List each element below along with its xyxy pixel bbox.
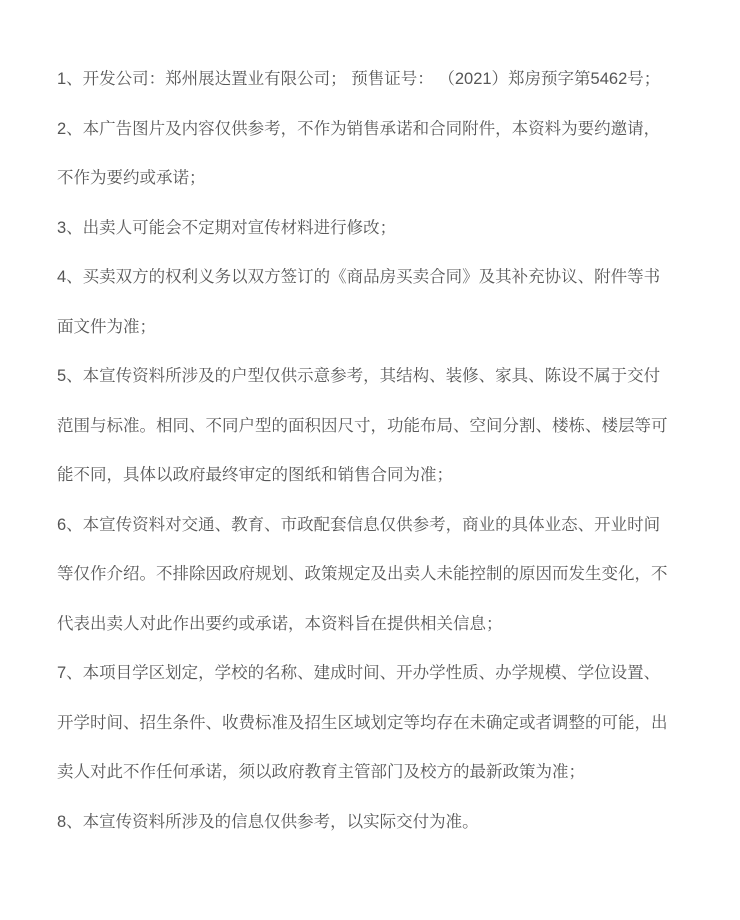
disclaimer-line: 卖人对此不作任何承诺，须以政府教育主管部门及校方的最新政策为准； [57,763,585,781]
disclaimer-item-5 [57,352,700,501]
disclaimer-item-7 [57,649,700,798]
disclaimer-item-2 [57,105,700,204]
disclaimer-line: 4、买卖双方的权利义务以双方签订的《商品房买卖合同》及其补充协议、附件等书 [57,268,661,286]
disclaimer-line: 等仅作介绍。不排除因政府规划、政策规定及出卖人未能控制的原因而发生变化，不 [57,565,668,583]
disclaimer-line: 8、本宣传资料所涉及的信息仅供参考，以实际交付为准。 [57,812,479,831]
disclaimer-line: 3、出卖人可能会不定期对宣传材料进行修改； [57,218,397,237]
disclaimer-item-6 [57,501,700,650]
disclaimer-item-3 [57,204,700,254]
disclaimer-line: 6、本宣传资料对交通、教育、市政配套信息仅供参考，商业的具体业态、开业时间 [57,515,661,534]
disclaimer-line: 面文件为准； [57,317,156,336]
disclaimer-item-4 [57,253,700,352]
disclaimer-item-1 [57,55,700,105]
disclaimer-line: 2、本广告图片及内容仅供参考，不作为销售承诺和合同附件，本资料为要约邀请， [57,119,661,138]
disclaimer-line: 1、开发公司：郑州展达置业有限公司； 预售证号： （2021）郑房预字第5462号； [57,70,661,88]
disclaimer-line: 代表出卖人对此作出要约或承诺，本资料旨在提供相关信息； [57,614,503,633]
disclaimer-line: 开学时间、招生条件、收费标准及招生区域划定等均存在未确定或者调整的可能，出 [57,713,668,732]
disclaimer-line: 7、本项目学区划定，学校的名称、建成时间、开办学性质、办学规模、学位设置、 [57,664,661,682]
disclaimer-item-8 [57,798,700,848]
disclaimer-line: 不作为要约或承诺； [57,169,206,187]
disclaimer-line: 范围与标准。相同、不同户型的面积因尺寸，功能布局、空间分割、楼栋、楼层等可 [57,416,668,435]
disclaimer-line: 能不同，具体以政府最终审定的图纸和销售合同为准； [57,466,453,484]
disclaimer-line: 5、本宣传资料所涉及的户型仅供示意参考，其结构、装修、家具、陈设不属于交付 [57,367,661,385]
